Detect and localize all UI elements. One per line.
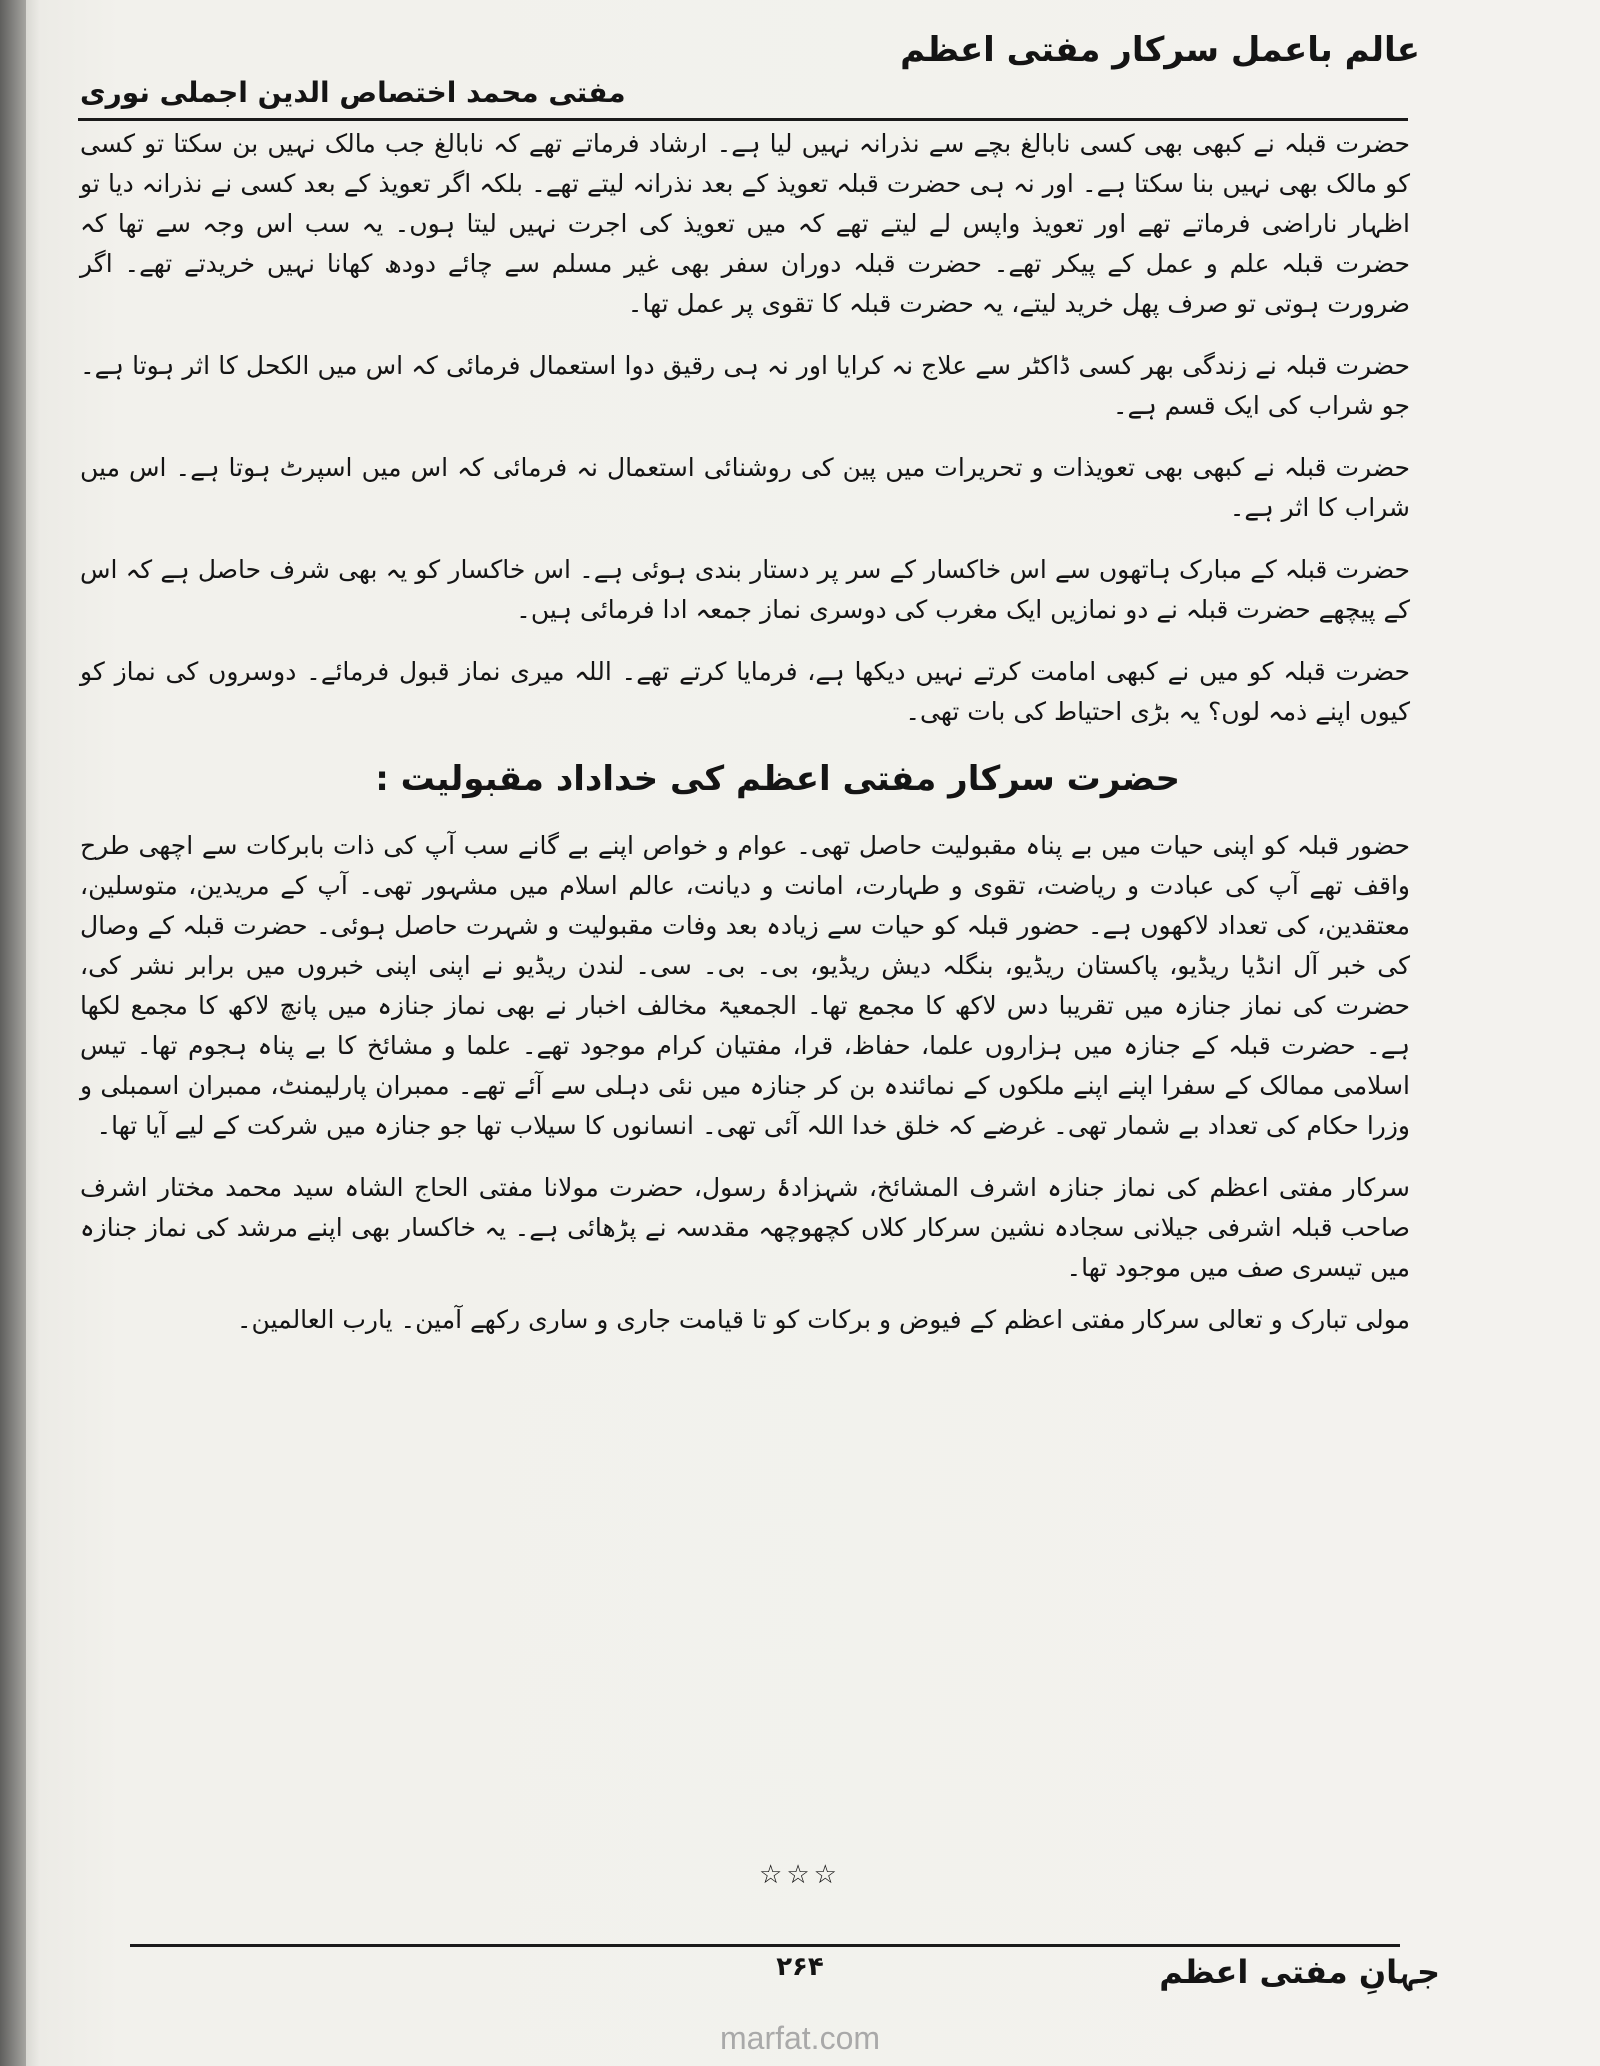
paragraph-namaz-janaza: سرکار مفتی اعظم کی نماز جنازہ اشرف المشائخ، شہزادۂ رسول، حضرت مولانا مفتی الحاج الشاہ سید محمد مختار اشرف صاحب قبلہ اشرفی جیلانی سجادہ نشین سرکار کلاں کچھوچھہ مقدسہ نے پڑھائی ہے۔ یہ خاکسار بھی اپنے مرشد کی نماز جنازہ میں تیسری صف میں موجود تھا۔ — [80, 1173, 1410, 1282]
watermark: marfat.com — [719, 2020, 881, 2056]
paragraph-dua: مولی تبارک و تعالی سرکار مفتی اعظم کے فیوض و برکات کو تا قیامت جاری و ساری رکھے آمین۔ یارب العالمین۔ — [236, 1305, 1410, 1334]
paragraph-dastar: حضرت قبلہ کے مبارک ہاتھوں سے اس خاکسار کے سر پر دستار بندی ہوئی ہے۔ اس خاکسار کو یہ بھی شرف حاصل ہے کہ اس کے پیچھے حضرت قبلہ نے دو نمازیں ایک مغرب کی دوسری نماز جمعہ ادا فرمائی ہیں۔ — [80, 555, 1410, 624]
paragraph-ink: حضرت قبلہ نے کبھی بھی تعویذات و تحریرات میں پین کی روشنائی استعمال نہ فرمائی کہ اس میں اسپرٹ ہوتا ہے۔ اس میں شراب کا اثر ہے۔ — [80, 453, 1410, 522]
paragraph-maqbooliyat: حضور قبلہ کو اپنی حیات میں بے پناہ مقبولیت حاصل تھی۔ عوام و خواص اپنے بے گانے سب آپ کی ذات بابرکات سے اچھی طرح واقف تھے آپ کی عبادت و ریاضت، تقوی و طہارت، امانت و دیانت، عالم اسلام میں مشہور تھی۔ آپ کے مریدین، متوسلین، معتقدین، کی تعداد لاکھوں ہے۔ حضور قبلہ کو حیات سے زیادہ بعد وفات مقبولیت و شہرت حاصل ہوئی۔ حضرت قبلہ کے وصال کی خبر آل انڈیا ریڈیو، پاکستان ریڈیو، بنگلہ دیش ریڈیو، بی۔ بی۔ سی۔ لندن ریڈیو نے اپنی اپنی خبروں میں برابر نشر کی، حضرت کی نماز جنازہ میں تقریبا دس لاکھ کا مجمع تھا۔ الجمعیۃ مخالف اخبار نے بھی نماز جنازہ میں پانچ لاکھ کا مجمع لکھا ہے۔ حضرت قبلہ کے جنازہ میں ہزاروں علما، حفاظ، قرا، مفتیان کرام موجود تھے۔ علما و مشائخ کا بے پناہ ہجوم تھا۔ تیس اسلامی ممالک کے سفرا اپنے اپنے ملکوں کے نمائندہ بن کر جنازہ میں نئی دہلی سے آئے تھے۔ ممبران پارلیمنٹ، ممبران اسمبلی و وزرا حکام کی تعداد بے شمار تھی۔ غرضے کہ خلق خدا اللہ آئی تھی۔ انسانوں کا سیلاب تھا جو جنازہ میں شرکت کے لیے آیا تھا۔ — [80, 831, 1410, 1140]
footer-book-title: جہانِ مفتی اعظم — [1159, 1953, 1440, 1991]
section-end-stars: ☆☆☆ — [759, 1860, 841, 1890]
book-spine-shadow — [0, 0, 26, 2066]
section-heading: حضرت سرکار مفتی اعظم کی خداداد مقبولیت : — [375, 759, 1180, 799]
running-header-author: مفتی محمد اختصاص الدین اجملی نوری — [80, 76, 626, 109]
paragraph-imamat: حضرت قبلہ کو میں نے کبھی امامت کرتے نہیں دیکھا ہے، فرمایا کرتے تھے۔ اللہ میری نماز قبول فرمائے۔ دوسروں کی نماز کو کیوں اپنے ذمہ لوں؟ یہ بڑی احتیاط کی بات تھی۔ — [80, 657, 1410, 726]
page-body — [80, 124, 1410, 1348]
paragraph-nazrana: حضرت قبلہ نے کبھی بھی کسی نابالغ بچے سے نذرانہ نہیں لیا ہے۔ ارشاد فرماتے تھے کہ نابالغ جب مالک نہیں بن سکتا تو کسی کو مالک بھی نہیں بنا سکتا ہے۔ اور نہ ہی حضرت قبلہ تعویذ کے بعد نذرانہ لیتے تھے۔ بلکہ اگر تعویذ کے بعد کسی نے نذرانہ دیا تو اظہار ناراضی فرماتے تھے اور تعویذ واپس لے لیتے تھے کہ میں تعویذ کی اجرت نہیں لیتا ہوں۔ یہ سب اس وجہ سے تھا کہ حضرت قبلہ علم و عمل کے پیکر تھے۔ حضرت قبلہ دوران سفر بھی غیر مسلم سے چائے دودھ کھانا نہیں خریدتے تھے۔ اگر ضرورت ہوتی تو صرف پھل خرید لیتے، یہ حضرت قبلہ کا تقوی پر عمل تھا۔ — [80, 129, 1410, 318]
header-divider — [78, 118, 1408, 121]
footer-divider — [130, 1944, 1400, 1947]
page-number: ۲۶۴ — [776, 1952, 824, 1982]
running-header-title: عالم باعمل سرکار مفتی اعظم — [900, 30, 1420, 70]
paragraph-doctor: حضرت قبلہ نے زندگی بھر کسی ڈاکٹر سے علاج نہ کرایا اور نہ ہی رقیق دوا استعمال فرمائی کہ اس میں الکحل کا اثر ہوتا ہے۔ جو شراب کی ایک قسم ہے۔ — [80, 351, 1410, 420]
